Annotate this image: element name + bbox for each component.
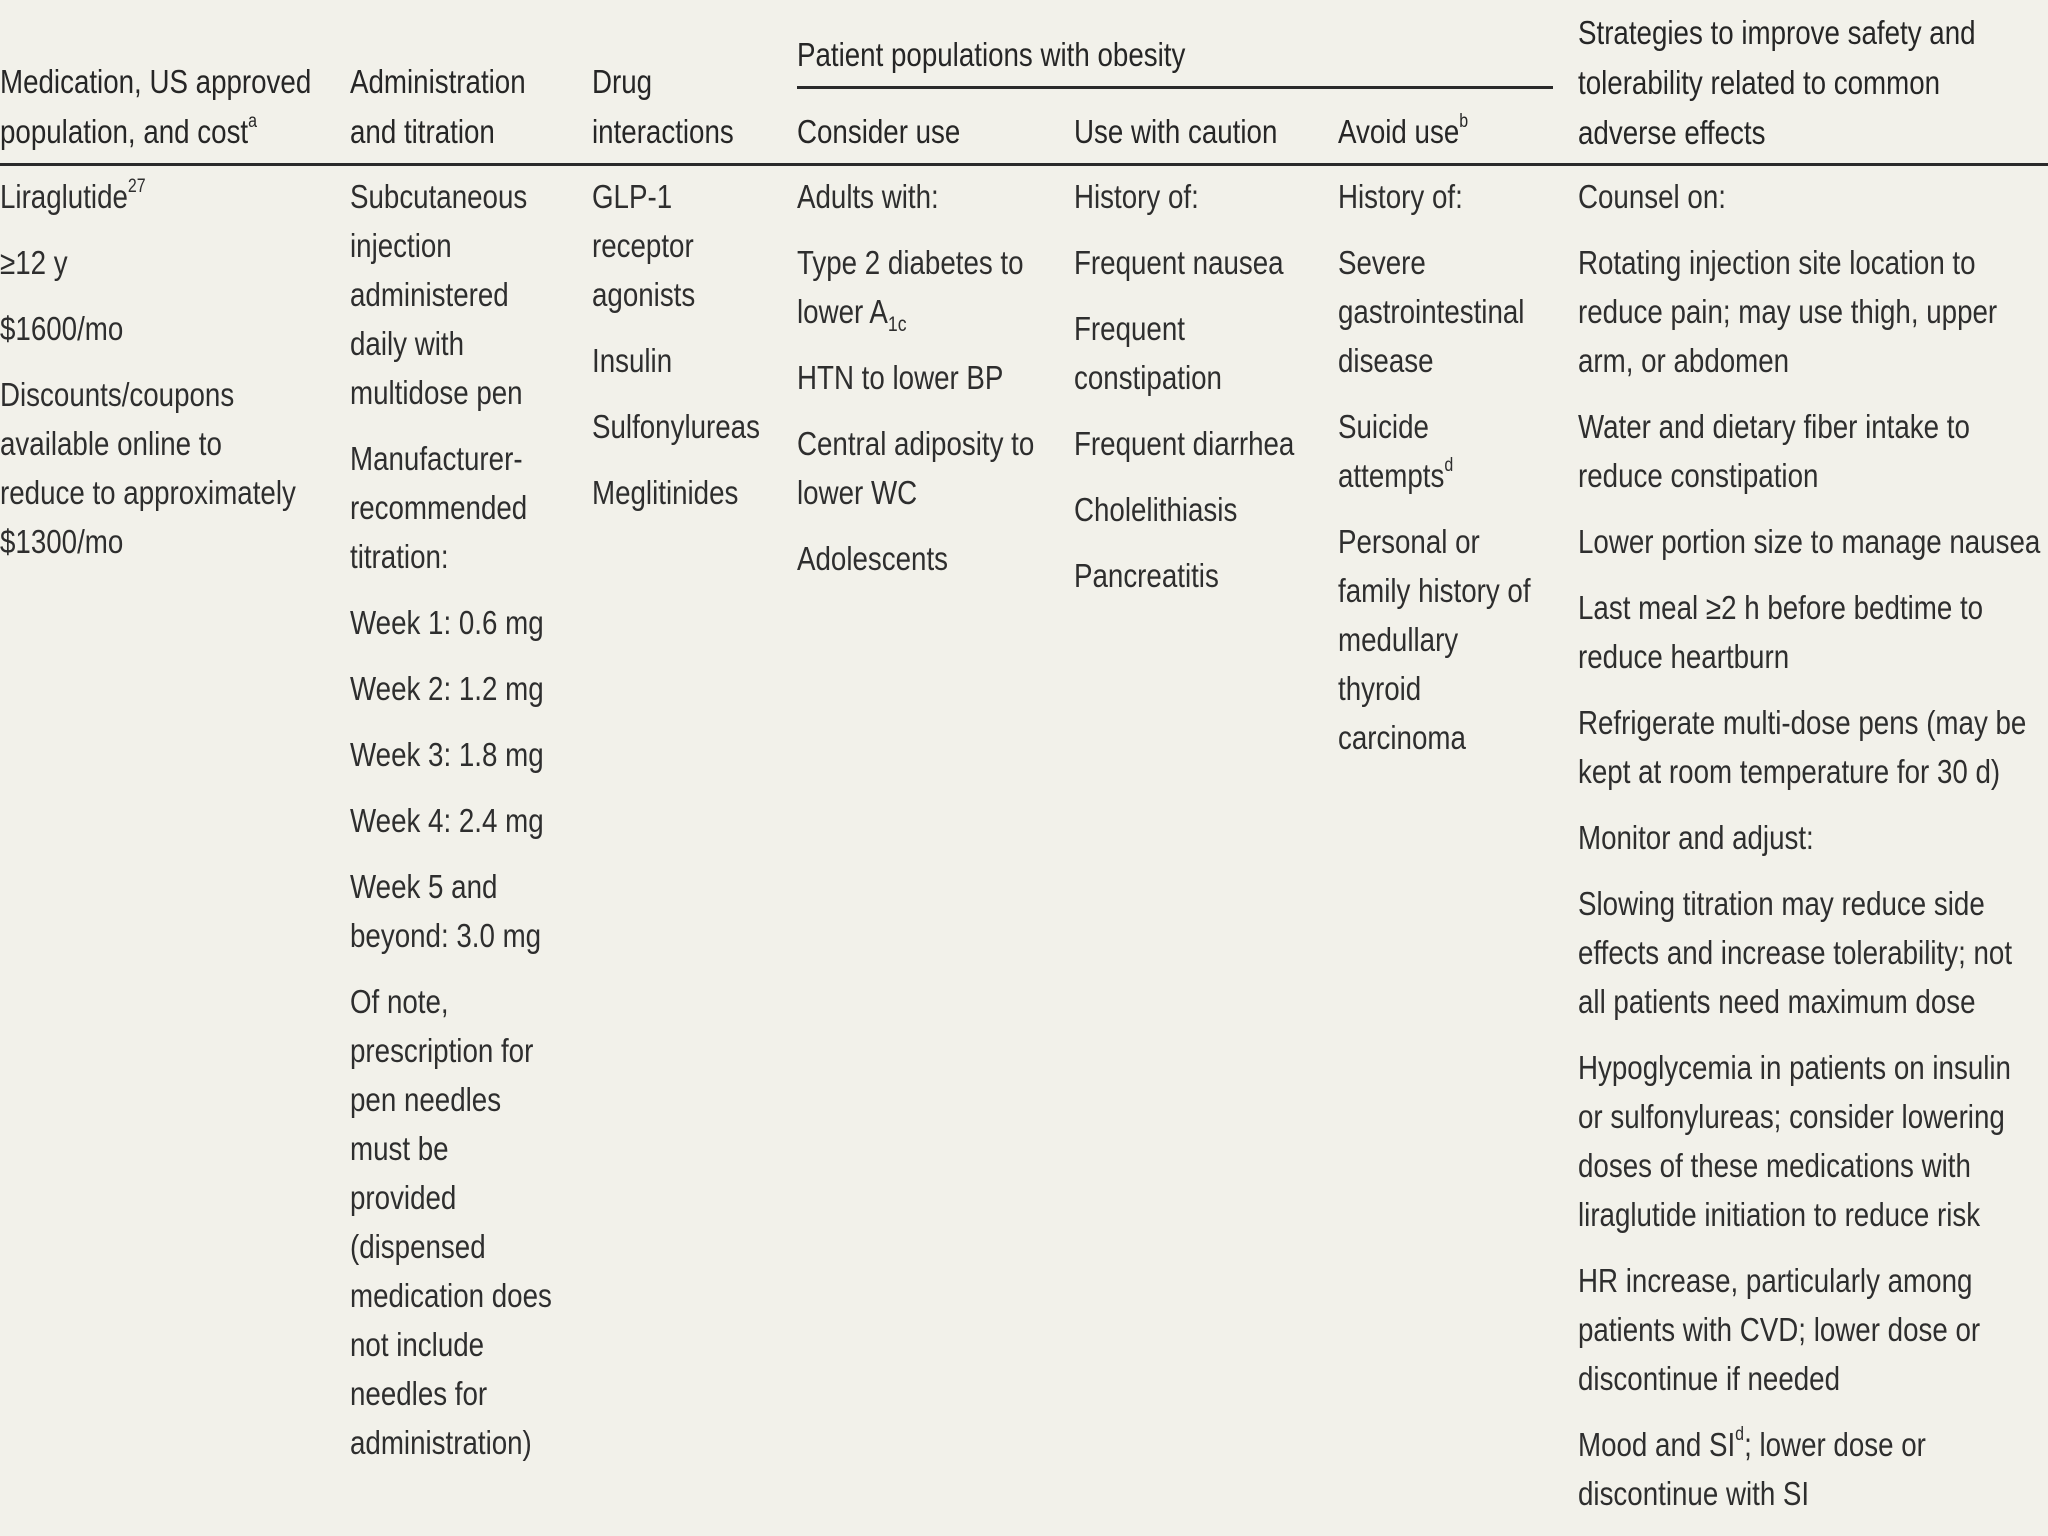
text-line: Slowing titration may reduce side xyxy=(1578,885,1985,922)
header-line xyxy=(0,107,311,157)
text-span: attempts xyxy=(1338,457,1445,494)
header-use-with-caution xyxy=(1074,107,1277,157)
header-text: Avoid use xyxy=(1338,113,1460,150)
text-line: administered xyxy=(350,276,509,313)
caution-item: Frequent nausea xyxy=(1074,244,1284,281)
col-use-with-caution xyxy=(1074,172,1294,617)
header-line: Drug xyxy=(592,63,653,100)
header-consider-use xyxy=(797,107,960,157)
header-line: interactions xyxy=(592,113,734,150)
footnote-mark: d xyxy=(1735,1424,1745,1445)
text-line: needles for xyxy=(350,1375,488,1412)
header-line: Consider use xyxy=(797,113,961,150)
text-line: not include xyxy=(350,1326,485,1363)
strategy-item xyxy=(1578,698,2040,796)
text-line: discontinue if needed xyxy=(1578,1360,1841,1397)
text-line: Refrigerate multi-dose pens (may be xyxy=(1578,704,2027,741)
text-line: available online to xyxy=(0,425,222,462)
text-line: titration: xyxy=(350,538,449,575)
route xyxy=(350,172,552,417)
caution-intro: History of: xyxy=(1074,178,1199,215)
text-line: Manufacturer- xyxy=(350,440,523,477)
text-line: $1300/mo xyxy=(0,523,124,560)
monitor-intro: Monitor and adjust: xyxy=(1578,819,1814,856)
text-line: liraglutide initiation to reduce risk xyxy=(1578,1196,1981,1233)
discount-note xyxy=(0,370,296,566)
strategy-item xyxy=(1578,1256,2040,1403)
col-administration xyxy=(350,172,552,1484)
text-line: lower WC xyxy=(797,474,918,511)
caution-item: Cholelithiasis xyxy=(1074,491,1238,528)
text-line: prescription for xyxy=(350,1032,534,1069)
text-line: daily with xyxy=(350,325,465,362)
header-text: population, and cost xyxy=(0,113,249,150)
text-line: agonists xyxy=(592,276,696,313)
avoid-item xyxy=(1338,402,1531,500)
header-line: and titration xyxy=(350,113,495,150)
text-line: carcinoma xyxy=(1338,719,1466,756)
header-medication xyxy=(0,57,311,157)
footnote-mark: a xyxy=(248,111,258,132)
counsel-intro: Counsel on: xyxy=(1578,178,1726,215)
caution-item: Frequent diarrhea xyxy=(1074,425,1295,462)
strategy-item xyxy=(1578,238,2040,385)
text-line: Suicide xyxy=(1338,408,1429,445)
text-line: disease xyxy=(1338,342,1434,379)
consider-central-adiposity xyxy=(797,419,1034,517)
header-line xyxy=(1338,107,1468,157)
text-line: Water and dietary fiber intake to xyxy=(1578,408,1970,445)
text-line: kept at room temperature for 30 d) xyxy=(1578,753,2001,790)
drug-name xyxy=(0,172,296,221)
text-line: (dispensed xyxy=(350,1228,486,1265)
col-medication xyxy=(0,172,296,583)
titration-week: Week 2: 1.2 mg xyxy=(350,670,544,707)
text-line: Frequent xyxy=(1074,310,1185,347)
caution-item xyxy=(1074,304,1294,402)
strategy-item: Lower portion size to manage nausea xyxy=(1578,523,2041,560)
text-line: Hypoglycemia in patients on insulin xyxy=(1578,1049,2011,1086)
interaction-glp1 xyxy=(592,172,760,319)
header-line: Medication, US approved xyxy=(0,63,312,100)
strategy-item xyxy=(1578,879,2040,1026)
text-line: injection xyxy=(350,227,452,264)
col-strategies xyxy=(1578,172,2040,1535)
interaction-item: Meglitinides xyxy=(592,474,739,511)
text-line: pen needles xyxy=(350,1081,502,1118)
text-line xyxy=(797,287,1034,336)
text-line xyxy=(1578,1420,2040,1469)
titration-week xyxy=(350,862,552,960)
text-line: Personal or xyxy=(1338,523,1480,560)
text-line: medication does xyxy=(350,1277,552,1314)
strategy-item xyxy=(1578,583,2040,681)
text-line: doses of these medications with xyxy=(1578,1147,1971,1184)
header-line: Patient populations with obesity xyxy=(797,36,1186,73)
text-line: Last meal ≥2 h before bedtime to xyxy=(1578,589,1984,626)
text-line: Rotating injection site location to xyxy=(1578,244,1976,281)
consider-t2d xyxy=(797,238,1034,336)
text-span: ; lower dose or xyxy=(1744,1426,1926,1463)
col-consider-use xyxy=(797,172,1034,600)
text-line: family history of xyxy=(1338,572,1531,609)
text-line: arm, or abdomen xyxy=(1578,342,1790,379)
header-drug-interactions xyxy=(592,57,734,157)
text-line: all patients need maximum dose xyxy=(1578,983,1976,1020)
strategy-item xyxy=(1578,402,2040,500)
header-avoid-use xyxy=(1338,107,1468,157)
avoid-item xyxy=(1338,517,1531,762)
text-span: lower A xyxy=(797,293,888,330)
text-line: reduce heartburn xyxy=(1578,638,1790,675)
text-line: reduce pain; may use thigh, upper xyxy=(1578,293,1998,330)
header-rule xyxy=(0,163,2048,166)
subscript: 1c xyxy=(887,313,907,336)
header-patient-populations xyxy=(797,30,1185,80)
text-line: medullary xyxy=(1338,621,1459,658)
header-strategies xyxy=(1578,8,1976,158)
approved-population: ≥12 y xyxy=(0,244,68,281)
text-line: multidose pen xyxy=(350,374,523,411)
footnote-mark: d xyxy=(1444,455,1454,476)
text-line: effects and increase tolerability; not xyxy=(1578,934,2013,971)
interaction-item: Insulin xyxy=(592,342,673,379)
text-line: Week 5 and xyxy=(350,868,498,905)
strategy-item xyxy=(1578,1420,2040,1518)
header-administration xyxy=(350,57,526,157)
text-line: reduce constipation xyxy=(1578,457,1819,494)
interaction-item: Sulfonylureas xyxy=(592,408,760,445)
consider-adolescents: Adolescents xyxy=(797,540,949,577)
text-line: Subcutaneous xyxy=(350,178,528,215)
titration-intro xyxy=(350,434,552,581)
titration-week: Week 1: 0.6 mg xyxy=(350,604,544,641)
text-line xyxy=(1338,451,1531,500)
text-line: beyond: 3.0 mg xyxy=(350,917,542,954)
text-line: Of note, xyxy=(350,983,449,1020)
caution-item: Pancreatitis xyxy=(1074,557,1219,594)
text-line: Type 2 diabetes to xyxy=(797,244,1024,281)
header-line: adverse effects xyxy=(1578,114,1766,151)
text-line: thyroid xyxy=(1338,670,1422,707)
avoid-item xyxy=(1338,238,1531,385)
text-line: HR increase, particularly among xyxy=(1578,1262,1973,1299)
consider-intro: Adults with: xyxy=(797,178,939,215)
text-line: Central adiposity to xyxy=(797,425,1035,462)
text-span: Mood and SI xyxy=(1578,1426,1736,1463)
footnote-mark: b xyxy=(1459,111,1469,132)
text-line: or sulfonylureas; consider lowering xyxy=(1578,1098,2005,1135)
reference-mark: 27 xyxy=(127,176,146,197)
header-line: tolerability related to common xyxy=(1578,64,1941,101)
drug-name-text: Liraglutide xyxy=(0,178,128,215)
consider-htn: HTN to lower BP xyxy=(797,359,1004,396)
text-line: Severe xyxy=(1338,244,1426,281)
text-line: discontinue with SI xyxy=(1578,1475,1810,1512)
strategy-item xyxy=(1578,1043,2040,1239)
text-line: administration) xyxy=(350,1424,532,1461)
text-line: Discounts/coupons xyxy=(0,376,235,413)
cost: $1600/mo xyxy=(0,310,124,347)
text-line: patients with CVD; lower dose or xyxy=(1578,1311,1981,1348)
avoid-intro: History of: xyxy=(1338,178,1463,215)
header-line: Use with caution xyxy=(1074,113,1278,150)
text-line: provided xyxy=(350,1179,457,1216)
text-line: GLP-1 xyxy=(592,178,673,215)
col-drug-interactions xyxy=(592,172,760,534)
header-line: Strategies to improve safety and xyxy=(1578,14,1976,51)
needles-note xyxy=(350,977,552,1467)
text-line: constipation xyxy=(1074,359,1222,396)
text-line: gastrointestinal xyxy=(1338,293,1525,330)
header-line: Administration xyxy=(350,63,526,100)
text-line: reduce to approximately xyxy=(0,474,296,511)
titration-week: Week 4: 2.4 mg xyxy=(350,802,544,839)
text-line: recommended xyxy=(350,489,528,526)
group-rule xyxy=(797,86,1553,89)
text-line: receptor xyxy=(592,227,694,264)
col-avoid-use xyxy=(1338,172,1531,779)
text-line: must be xyxy=(350,1130,449,1167)
titration-week: Week 3: 1.8 mg xyxy=(350,736,544,773)
